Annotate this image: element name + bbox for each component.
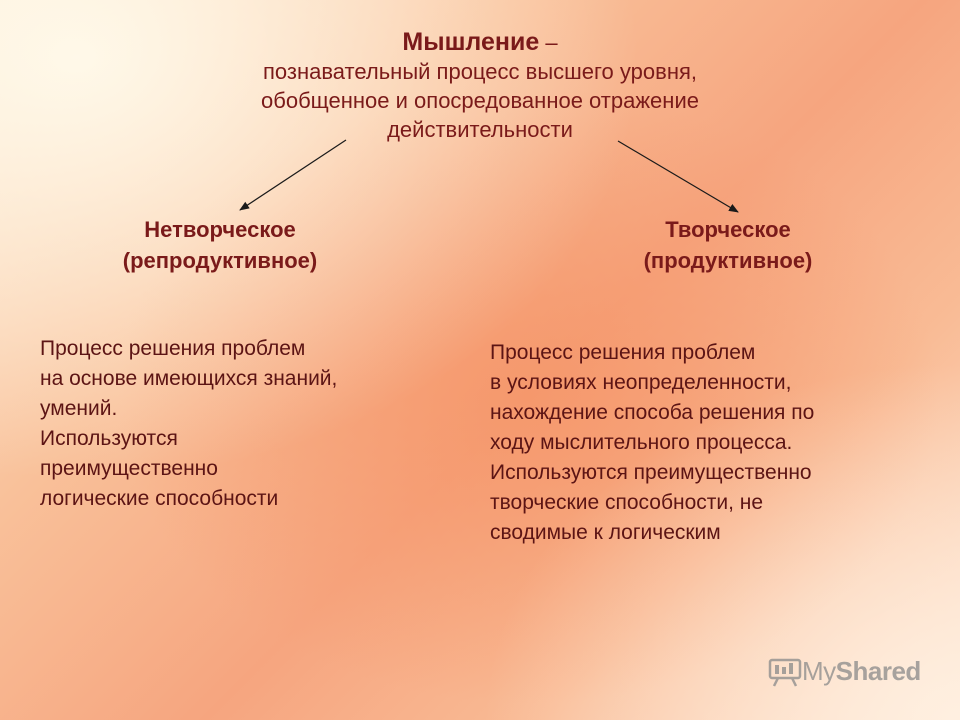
description-line: нахождение способа решения по: [490, 401, 815, 424]
definition-dash: –: [539, 30, 558, 55]
myshared-logo: [768, 656, 921, 687]
logo-text-bold: Shared: [835, 656, 921, 686]
projector-screen-icon: [768, 657, 802, 687]
arrow-to-left-branch: [240, 140, 346, 210]
description-line: ходу мыслительного процесса.: [490, 431, 793, 454]
definition-line: познавательный процесс высшего уровня,: [262, 59, 697, 84]
logo-text: [802, 656, 921, 687]
description-line: творческие способности, не: [490, 491, 764, 514]
definition-line: обобщенное и опосредованное отражение: [261, 88, 699, 113]
branch-title-line: Творческое: [665, 217, 791, 242]
description-line: логические способности: [40, 487, 279, 510]
description-line: Используются преимущественно: [490, 461, 812, 484]
logo-text-light: My: [802, 656, 836, 686]
non-creative-branch-title: [40, 214, 400, 276]
description-line: умений.: [40, 397, 118, 420]
non-creative-description: [40, 334, 337, 514]
description-line: на основе имеющихся знаний,: [40, 367, 338, 390]
branch-title-line: (репродуктивное): [122, 248, 318, 273]
description-line: Процесс решения проблем: [40, 337, 306, 360]
branch-title-line: (продуктивное): [643, 248, 813, 273]
definition-term: Мышление: [402, 28, 540, 56]
description-line: Процесс решения проблем: [490, 341, 756, 364]
description-line: преимущественно: [40, 457, 218, 480]
definition-line: действительности: [387, 117, 573, 142]
creative-branch-title: [548, 214, 908, 276]
description-line: сводимые к логическим: [490, 521, 721, 544]
creative-description: [490, 338, 814, 548]
description-line: в условиях неопределенности,: [490, 371, 792, 394]
branch-title-line: Нетворческое: [144, 217, 296, 242]
description-line: Используются: [40, 427, 178, 450]
arrow-to-right-branch: [618, 141, 738, 212]
